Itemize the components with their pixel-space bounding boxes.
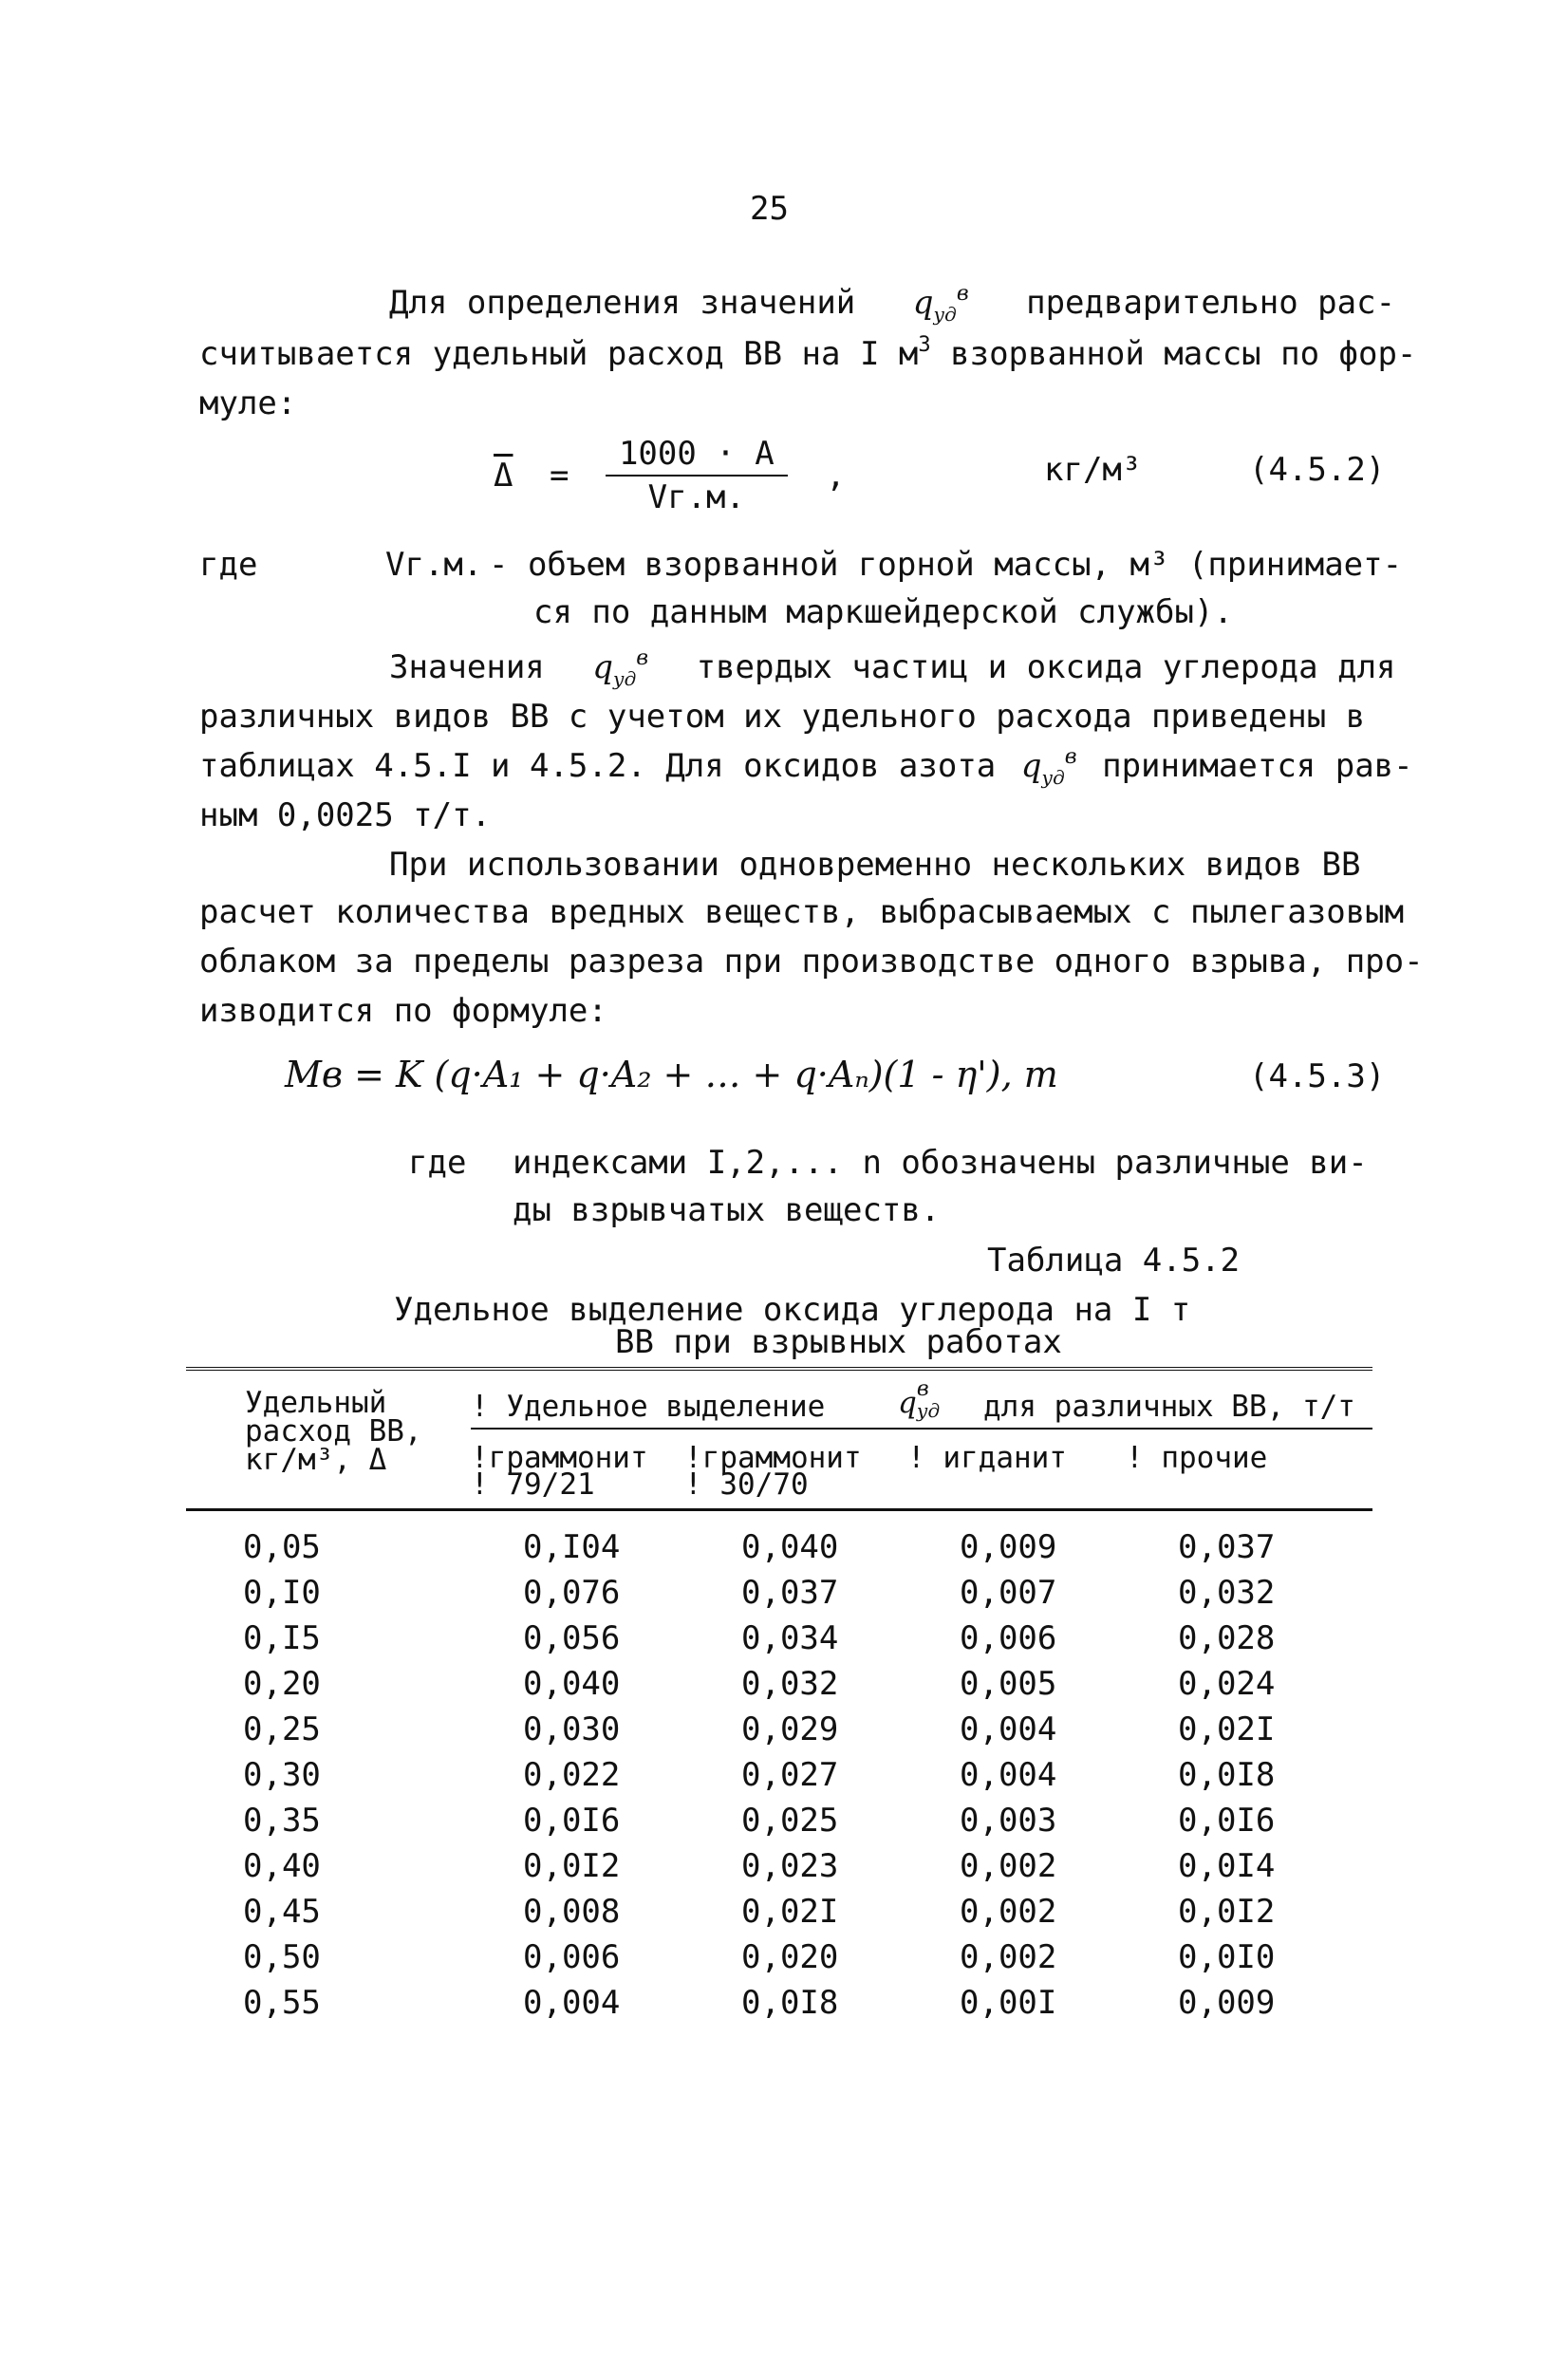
header-col2-line2: ! 30/70 xyxy=(684,1467,809,1502)
where1-symbol: Vг.м. xyxy=(385,546,483,584)
table-row xyxy=(186,1847,1372,1893)
para1-line2: считывается удельный расход ВВ на I $м^3$ взорванной массы по фор- xyxy=(199,333,1417,373)
header-group-a: ! Удельное выделение xyxy=(471,1390,826,1424)
header-col1-line2: ! 79/21 xyxy=(471,1467,595,1502)
table-cell: 0,0I2 xyxy=(1178,1893,1276,1931)
table-cell: 0,I5 xyxy=(243,1619,321,1657)
para1-line3: муле: xyxy=(199,384,297,422)
para1-line1: Для определения значений $q_{уд}^в$ предварительно рас- xyxy=(389,282,1396,326)
where1-text1: - объем взорванной горной массы, м³ (принимает- xyxy=(489,546,1403,584)
table-label: Таблица 4.5.2 xyxy=(987,1242,1241,1280)
header-underline xyxy=(471,1428,1372,1430)
table-cell: 0,I04 xyxy=(523,1528,621,1566)
where1-label: где xyxy=(199,546,258,584)
table-cell: 0,002 xyxy=(960,1938,1057,1976)
table-cell: 0,0I6 xyxy=(1178,1802,1276,1840)
table-cell: 0,55 xyxy=(243,1984,321,2022)
table-cell: 0,076 xyxy=(523,1574,621,1612)
where1-text2: ся по данным маркшейдерской службы). xyxy=(533,593,1233,631)
para2-line4: ным 0,0025 т/т. xyxy=(199,796,492,834)
table-cell: 0,029 xyxy=(741,1710,839,1748)
table-cell: 0,025 xyxy=(741,1802,839,1840)
table-row xyxy=(186,1756,1372,1802)
table-cell: 0,50 xyxy=(243,1938,321,1976)
header-col0-line1: Удельный xyxy=(245,1386,387,1420)
table-cell: 0,056 xyxy=(523,1619,621,1657)
table-row xyxy=(186,1619,1372,1665)
table-cell: 0,034 xyxy=(741,1619,839,1657)
para2-line2: различных видов ВВ с учетом их удельного расхода приведены в xyxy=(199,698,1366,736)
table-row xyxy=(186,1984,1372,2029)
table-cell: 0,0I8 xyxy=(1178,1756,1276,1794)
table-row xyxy=(186,1528,1372,1574)
header-col0-line3: кг/м³, Δ xyxy=(245,1443,387,1477)
table-cell: 0,009 xyxy=(960,1528,1057,1566)
table-cell: 0,30 xyxy=(243,1756,321,1794)
header-group-b: для различных ВВ, т/т xyxy=(983,1390,1355,1424)
table-row xyxy=(186,1574,1372,1619)
table-cell: 0,028 xyxy=(1178,1619,1276,1657)
para3-line2: расчет количества вредных веществ, выбрасываемых с пылегазовым xyxy=(199,893,1405,931)
table-cell: 0,023 xyxy=(741,1847,839,1885)
table-row xyxy=(186,1893,1372,1938)
table-cell: 0,02I xyxy=(741,1893,839,1931)
formula1-number: (4.5.2) xyxy=(1249,451,1386,489)
table-cell: 0,037 xyxy=(741,1574,839,1612)
para2-line3: таблицах 4.5.I и 4.5.2. Для оксидов азота $q_{уд}^в$ принимается рав- xyxy=(199,745,1413,789)
formula1-fraction: $\frac{1000 \cdot A}{Vг.м.}$ xyxy=(606,435,788,516)
table-cell: 0,I0 xyxy=(243,1574,321,1612)
table-cell: 0,0I4 xyxy=(1178,1847,1276,1885)
q-ud-symbol: $q_{уд}^в$ xyxy=(912,282,969,326)
table-cell: 0,032 xyxy=(741,1665,839,1703)
header-col3: ! игданит xyxy=(907,1441,1067,1475)
table-cell: 0,0I0 xyxy=(1178,1938,1276,1976)
where2-text1: индексами I,2,... n обозначены различные ви- xyxy=(513,1144,1368,1182)
para3-line3: облаком за пределы разреза при производстве одного взрыва, про- xyxy=(199,943,1424,981)
formula-4-5-2: $\overline{\Delta}$ = $\frac{1000 \cdot A}{Vг.м.}$ , xyxy=(494,435,846,516)
table-cell: 0,002 xyxy=(960,1893,1057,1931)
table-cell: 0,024 xyxy=(1178,1665,1276,1703)
table-cell: 0,032 xyxy=(1178,1574,1276,1612)
table-row xyxy=(186,1802,1372,1847)
header-col0-line2: расход ВВ, xyxy=(245,1414,422,1449)
table-cell: 0,002 xyxy=(960,1847,1057,1885)
table-title-line1: Удельное выделение оксида углерода на I т xyxy=(394,1291,1191,1329)
table-cell: 0,006 xyxy=(523,1938,621,1976)
table-cell: 0,022 xyxy=(523,1756,621,1794)
table-cell: 0,0I8 xyxy=(741,1984,839,2022)
table-cell: 0,35 xyxy=(243,1802,321,1840)
table-cell: 0,004 xyxy=(523,1984,621,2022)
formula1-units: кг/м³ xyxy=(1044,451,1142,489)
table-cell: 0,040 xyxy=(523,1665,621,1703)
table-title-line2: ВВ при взрывных работах xyxy=(615,1323,1062,1361)
header-col4: ! прочие xyxy=(1126,1441,1268,1475)
table-cell: 0,25 xyxy=(243,1710,321,1748)
formula-4-5-3: Mв = K (q·A₁ + q·A₂ + … + q·Aₙ)(1 - η'), т xyxy=(285,1054,1058,1095)
para3-line1: При использовании одновременно нескольких видов ВВ xyxy=(389,846,1361,884)
table-cell: 0,009 xyxy=(1178,1984,1276,2022)
where2-label: где xyxy=(408,1144,467,1182)
formula2-number: (4.5.3) xyxy=(1249,1057,1386,1095)
table-row xyxy=(186,1710,1372,1756)
table-cell: 0,40 xyxy=(243,1847,321,1885)
table-cell: 0,007 xyxy=(960,1574,1057,1612)
table-cell: 0,040 xyxy=(741,1528,839,1566)
table-row xyxy=(186,1665,1372,1710)
table-cell: 0,0I6 xyxy=(523,1802,621,1840)
table-cell: 0,05 xyxy=(243,1528,321,1566)
table-cell: 0,003 xyxy=(960,1802,1057,1840)
table-cell: 0,030 xyxy=(523,1710,621,1748)
table-cell: 0,45 xyxy=(243,1893,321,1931)
page-number: 25 xyxy=(750,190,789,228)
table-cell: 0,20 xyxy=(243,1665,321,1703)
table-cell: 0,00I xyxy=(960,1984,1057,2022)
table-header-rule xyxy=(186,1508,1372,1511)
para2-line1: Значения $q_{уд}^в$ твердых частиц и оксида углерода для xyxy=(389,646,1396,690)
table-cell: 0,004 xyxy=(960,1710,1057,1748)
table-cell: 0,006 xyxy=(960,1619,1057,1657)
table-cell: 0,037 xyxy=(1178,1528,1276,1566)
header-q-symbol: q уд в xyxy=(898,1377,941,1422)
table-cell: 0,0I2 xyxy=(523,1847,621,1885)
para3-line4: изводится по формуле: xyxy=(199,992,607,1030)
where2-text2: ды взрывчатых веществ. xyxy=(513,1191,941,1229)
header-col2-line1: !граммонит xyxy=(684,1441,862,1475)
header-col1-line1: !граммонит xyxy=(471,1441,648,1475)
table-header xyxy=(186,1371,1372,1508)
table-cell: 0,005 xyxy=(960,1665,1057,1703)
table-cell: 0,027 xyxy=(741,1756,839,1794)
table-cell: 0,020 xyxy=(741,1938,839,1976)
table-cell: 0,008 xyxy=(523,1893,621,1931)
table-row xyxy=(186,1938,1372,1984)
table-body xyxy=(186,1528,1372,2029)
emission-table xyxy=(186,1367,1372,2029)
table-cell: 0,02I xyxy=(1178,1710,1276,1748)
table-cell: 0,004 xyxy=(960,1756,1057,1794)
